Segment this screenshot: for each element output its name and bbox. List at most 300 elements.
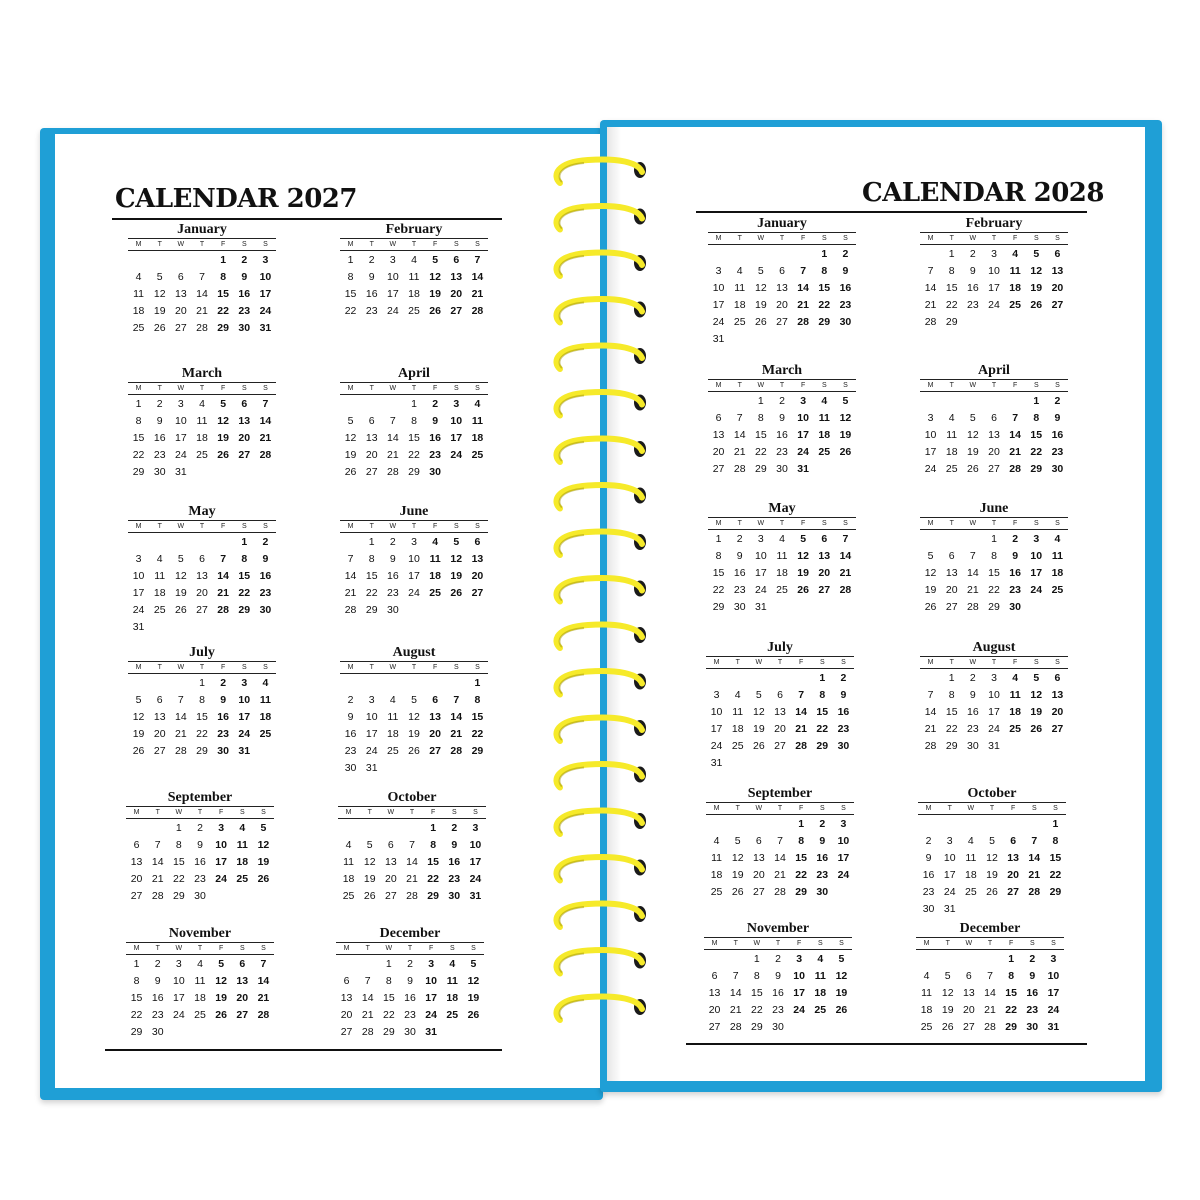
binding-ring: [556, 857, 642, 881]
weekday-label: F: [793, 380, 814, 392]
day-cell: 7: [364, 974, 371, 987]
left-bottom-rule: [105, 1049, 502, 1051]
day-cell: [380, 819, 401, 837]
day-cell: 26: [153, 321, 166, 334]
day-cell: 20: [712, 445, 725, 458]
day-cell: 9: [819, 834, 826, 847]
week-row: [706, 737, 854, 754]
day-cell: 22: [945, 722, 958, 735]
weekday-label: T: [147, 807, 168, 819]
day-cell: 7: [389, 414, 396, 427]
day-cell: [983, 392, 1004, 410]
day-cell: [128, 674, 149, 692]
day-cell: [833, 754, 854, 771]
week-row: [706, 703, 854, 720]
day-cell: 14: [257, 974, 270, 987]
day-cell: 13: [1051, 264, 1064, 277]
day-cell: 17: [132, 586, 145, 599]
day-cell: 3: [218, 821, 225, 834]
day-cell: [425, 601, 446, 618]
weekday-label: T: [191, 383, 212, 395]
weekday-label: M: [706, 657, 727, 669]
week-row: [920, 426, 1068, 443]
day-cell: 24: [387, 304, 399, 317]
weekday-label: S: [1043, 938, 1064, 950]
day-cell: 24: [1030, 583, 1043, 596]
weekday-header-row: [706, 657, 854, 669]
day-cell: 25: [814, 1003, 827, 1016]
weekday-label: S: [1026, 233, 1047, 245]
day-cell: 13: [238, 414, 251, 427]
weekday-label: M: [128, 239, 149, 251]
day-cell: 3: [757, 532, 764, 545]
day-cell: 20: [963, 1003, 975, 1016]
day-cell: 5: [135, 693, 142, 706]
day-cell: [189, 1023, 210, 1040]
day-cell: 12: [408, 710, 420, 723]
day-cell: [467, 463, 488, 480]
day-cell: 27: [1051, 722, 1064, 735]
day-cell: 11: [446, 974, 458, 987]
week-row: [920, 737, 1068, 754]
binding-ring: [556, 392, 642, 416]
day-cell: 21: [967, 583, 979, 596]
day-cell: 25: [387, 744, 399, 757]
day-cell: 20: [450, 287, 463, 300]
day-cell: 8: [133, 974, 140, 987]
day-cell: 25: [408, 304, 420, 317]
week-row: [126, 836, 274, 853]
month-november: [126, 926, 274, 1040]
weekday-label: S: [835, 518, 856, 530]
day-cell: 1: [1008, 952, 1015, 965]
day-cell: 17: [710, 722, 723, 735]
month-june: [340, 504, 488, 618]
month-december: [336, 926, 484, 1040]
day-cell: 5: [944, 969, 951, 982]
day-cell: 3: [1033, 532, 1040, 545]
day-cell: 2: [347, 693, 354, 706]
day-cell: 25: [259, 727, 272, 740]
day-cell: 31: [943, 902, 956, 915]
day-cell: 28: [450, 744, 463, 757]
day-cell: 21: [1009, 445, 1021, 458]
day-cell: 25: [342, 889, 355, 902]
weekday-header-row: [918, 803, 1066, 815]
day-cell: 25: [945, 462, 958, 475]
day-cell: 16: [837, 705, 850, 718]
day-cell: 24: [132, 603, 145, 616]
weekday-label: F: [1005, 380, 1026, 392]
day-cell: 15: [217, 287, 229, 300]
week-row: [916, 950, 1064, 968]
weekday-label: T: [191, 662, 212, 674]
day-cell: 4: [948, 411, 955, 424]
day-cell: 12: [753, 705, 765, 718]
month-table: [340, 238, 488, 319]
day-cell: 7: [177, 693, 184, 706]
day-cell: 9: [154, 974, 161, 987]
day-cell: 5: [927, 549, 934, 562]
day-cell: 6: [368, 414, 375, 427]
day-cell: 18: [153, 586, 166, 599]
day-cell: 17: [408, 569, 420, 582]
weekday-label: S: [467, 662, 488, 674]
day-cell: 29: [217, 321, 229, 334]
day-cell: 29: [795, 885, 807, 898]
month-table: [920, 656, 1068, 754]
day-cell: 24: [173, 1008, 185, 1021]
weekday-label: T: [981, 803, 1002, 815]
day-cell: 15: [818, 281, 831, 294]
day-cell: 4: [474, 397, 481, 410]
day-cell: 25: [196, 448, 208, 461]
day-cell: 6: [199, 552, 205, 565]
day-cell: 16: [816, 851, 829, 864]
day-cell: 14: [984, 986, 996, 999]
weekday-label: S: [1026, 518, 1047, 530]
weekday-label: T: [771, 233, 792, 245]
day-cell: 10: [1047, 969, 1060, 982]
week-row: [918, 900, 1066, 917]
day-cell: 31: [175, 465, 187, 478]
weekday-header-row: [128, 239, 276, 251]
day-cell: 12: [941, 986, 954, 999]
day-cell: 25: [731, 739, 744, 752]
day-cell: 21: [450, 727, 463, 740]
day-cell: 6: [1054, 247, 1061, 260]
day-cell: 1: [385, 957, 392, 970]
day-cell: 16: [344, 727, 357, 740]
day-cell: 20: [130, 872, 143, 885]
day-cell: 14: [344, 569, 357, 582]
week-row: [920, 313, 1068, 330]
week-row: [708, 392, 856, 410]
day-cell: 16: [194, 855, 206, 868]
day-cell: [340, 533, 361, 551]
day-cell: [403, 601, 424, 618]
day-cell: 9: [775, 969, 781, 982]
day-cell: 14: [795, 705, 807, 718]
day-cell: 30: [1009, 600, 1021, 613]
day-cell: 22: [712, 583, 725, 596]
day-cell: [814, 330, 835, 347]
day-cell: 14: [175, 710, 187, 723]
month-name: December: [959, 921, 1021, 936]
day-cell: 17: [988, 705, 1000, 718]
day-cell: 7: [1031, 834, 1038, 847]
day-cell: 29: [471, 744, 484, 757]
left-top-rule: [112, 218, 502, 220]
day-cell: 30: [217, 744, 229, 757]
day-cell: 10: [425, 974, 437, 987]
day-cell: [234, 463, 255, 480]
day-cell: 5: [838, 952, 845, 965]
day-cell: 18: [710, 868, 723, 881]
day-cell: 10: [1030, 549, 1043, 562]
day-cell: 8: [1052, 834, 1059, 847]
day-cell: 12: [986, 851, 998, 864]
day-cell: 27: [712, 462, 725, 475]
week-row: [920, 686, 1068, 703]
day-cell: 29: [755, 462, 767, 475]
day-cell: 1: [948, 671, 955, 684]
month-march: [128, 366, 276, 480]
day-cell: [1026, 737, 1047, 754]
day-cell: [1047, 313, 1068, 330]
weekday-label: W: [746, 938, 767, 950]
day-cell: 14: [733, 428, 746, 441]
day-cell: 6: [965, 969, 972, 982]
day-cell: 16: [967, 281, 979, 294]
day-cell: [170, 251, 191, 269]
day-cell: 30: [922, 902, 935, 915]
day-cell: [191, 463, 212, 480]
day-cell: [191, 251, 212, 269]
weekday-label: T: [399, 943, 420, 955]
day-cell: 29: [1049, 885, 1062, 898]
day-cell: 20: [988, 445, 1000, 458]
day-cell: 6: [133, 838, 140, 851]
day-cell: 23: [217, 727, 229, 740]
day-cell: [149, 251, 170, 269]
day-cell: 18: [965, 868, 977, 881]
day-cell: [771, 245, 792, 263]
day-cell: 31: [259, 321, 272, 334]
week-row: [708, 409, 856, 426]
weekday-label: F: [1001, 938, 1022, 950]
weekday-label: S: [1026, 380, 1047, 392]
day-cell: [750, 245, 771, 263]
day-cell: 23: [967, 722, 979, 735]
week-row: [918, 883, 1066, 900]
day-cell: 15: [795, 851, 807, 864]
weekday-label: T: [149, 383, 170, 395]
day-cell: [793, 598, 814, 615]
day-cell: [791, 669, 812, 687]
day-cell: 21: [984, 1003, 996, 1016]
day-cell: 3: [262, 253, 269, 266]
day-cell: 16: [151, 991, 164, 1004]
day-cell: 5: [969, 411, 976, 424]
day-cell: 19: [429, 287, 441, 300]
day-cell: 5: [220, 397, 227, 410]
day-cell: 22: [471, 727, 484, 740]
day-cell: 27: [236, 1008, 249, 1021]
day-cell: 24: [175, 448, 187, 461]
day-cell: [727, 669, 748, 687]
week-row: [128, 742, 276, 759]
day-cell: 20: [776, 298, 788, 311]
day-cell: 8: [199, 693, 205, 706]
weekday-label: M: [340, 662, 361, 674]
day-cell: 29: [712, 600, 725, 613]
month-table: [128, 661, 276, 759]
day-cell: 3: [713, 688, 720, 701]
day-cell: 9: [407, 974, 413, 987]
weekday-label: M: [708, 380, 729, 392]
day-cell: 31: [469, 889, 482, 902]
right-bottom-rule: [686, 1043, 1087, 1045]
day-cell: 12: [450, 552, 463, 565]
day-cell: [253, 1023, 274, 1040]
day-cell: 19: [344, 448, 357, 461]
day-cell: [771, 330, 792, 347]
day-cell: [812, 754, 833, 771]
weekday-label: T: [727, 657, 748, 669]
weekday-label: F: [213, 383, 234, 395]
month-table: [706, 656, 854, 771]
day-cell: 18: [429, 569, 441, 582]
day-cell: 14: [151, 855, 164, 868]
day-cell: 8: [948, 688, 955, 701]
day-cell: 30: [772, 1020, 784, 1033]
week-row: [920, 669, 1068, 687]
month-name: November: [168, 926, 232, 941]
day-cell: [789, 1018, 810, 1035]
day-cell: 12: [217, 414, 229, 427]
week-row: [338, 887, 486, 904]
day-cell: [446, 759, 467, 776]
day-cell: 17: [1030, 566, 1043, 579]
day-cell: 7: [220, 552, 227, 565]
day-cell: 23: [967, 298, 979, 311]
day-cell: [191, 533, 212, 551]
day-cell: 30: [238, 321, 251, 334]
day-cell: 6: [1054, 671, 1061, 684]
month-april: [340, 366, 488, 480]
day-cell: 30: [387, 603, 399, 616]
week-row: [706, 815, 854, 833]
day-cell: 6: [453, 253, 460, 266]
day-cell: 24: [837, 868, 850, 881]
day-cell: [446, 601, 467, 618]
day-cell: 11: [133, 287, 145, 300]
day-cell: 18: [236, 855, 249, 868]
day-cell: 23: [837, 722, 850, 735]
day-cell: 20: [196, 586, 208, 599]
day-cell: 22: [427, 872, 439, 885]
day-cell: 13: [1051, 688, 1064, 701]
day-cell: [336, 955, 357, 973]
month-table: [126, 942, 274, 1040]
week-row: [708, 279, 856, 296]
spiral-binding: [548, 150, 658, 1040]
day-cell: 5: [800, 532, 807, 545]
day-cell: 20: [774, 722, 786, 735]
day-cell: 18: [408, 287, 420, 300]
day-cell: 30: [1051, 462, 1064, 475]
day-cell: 3: [472, 821, 479, 834]
day-cell: 7: [474, 253, 481, 266]
day-cell: 25: [776, 583, 788, 596]
day-cell: 28: [259, 448, 272, 461]
day-cell: [1024, 815, 1045, 833]
day-cell: 7: [987, 969, 993, 982]
month-table: [340, 382, 488, 480]
day-cell: 2: [1029, 952, 1036, 965]
day-cell: 23: [344, 744, 357, 757]
day-cell: 23: [772, 1003, 784, 1016]
day-cell: 23: [1051, 445, 1064, 458]
day-cell: 15: [238, 569, 251, 582]
day-cell: 27: [753, 885, 765, 898]
weekday-label: W: [750, 233, 771, 245]
day-cell: 7: [154, 838, 161, 851]
day-cell: 3: [991, 247, 997, 260]
day-cell: 15: [196, 710, 208, 723]
day-cell: 13: [365, 431, 378, 444]
day-cell: [149, 618, 170, 635]
week-row: [708, 598, 856, 615]
day-cell: 21: [1028, 868, 1041, 881]
month-table: [706, 802, 854, 900]
day-cell: 16: [1009, 566, 1021, 579]
day-cell: 17: [173, 991, 185, 1004]
day-cell: 1: [430, 821, 437, 834]
day-cell: 30: [259, 603, 272, 616]
day-cell: [769, 754, 790, 771]
day-cell: 1: [715, 532, 722, 545]
day-cell: 1: [757, 394, 764, 407]
day-cell: 16: [429, 431, 441, 444]
day-cell: 13: [708, 986, 721, 999]
day-cell: [126, 819, 147, 837]
weekday-header-row: [336, 943, 484, 955]
weekday-label: F: [1005, 518, 1026, 530]
day-cell: 6: [1010, 834, 1017, 847]
day-cell: 8: [757, 411, 764, 424]
binding-ring: [556, 346, 642, 370]
day-cell: 31: [712, 332, 725, 345]
day-cell: 17: [387, 287, 399, 300]
day-cell: 13: [818, 549, 831, 562]
weekday-label: T: [983, 233, 1004, 245]
weekday-label: M: [708, 233, 729, 245]
day-cell: 22: [173, 872, 185, 885]
month-name: May: [188, 504, 216, 519]
month-may: [708, 501, 856, 615]
day-cell: 9: [197, 838, 203, 851]
day-cell: 18: [446, 991, 459, 1004]
binding-ring: [556, 253, 642, 277]
day-cell: 4: [389, 693, 396, 706]
day-cell: 4: [449, 957, 456, 970]
week-row: [706, 686, 854, 703]
weekday-label: W: [962, 518, 983, 530]
day-cell: 26: [1030, 722, 1043, 735]
day-cell: 20: [471, 569, 484, 582]
week-row: [340, 302, 488, 319]
day-cell: [170, 618, 191, 635]
day-cell: 19: [839, 428, 852, 441]
day-cell: 21: [257, 991, 270, 1004]
month-name: September: [167, 790, 233, 805]
weekday-label: M: [920, 380, 941, 392]
day-cell: [338, 819, 359, 837]
day-cell: 17: [365, 727, 378, 740]
day-cell: [128, 533, 149, 551]
week-row: [706, 720, 854, 737]
day-cell: 12: [731, 851, 744, 864]
weekday-label: M: [706, 803, 727, 815]
day-cell: 17: [425, 991, 437, 1004]
day-cell: 10: [712, 281, 725, 294]
day-cell: 5: [366, 838, 373, 851]
binding-ring: [556, 718, 642, 742]
month-name: March: [181, 366, 223, 381]
day-cell: 26: [967, 462, 979, 475]
